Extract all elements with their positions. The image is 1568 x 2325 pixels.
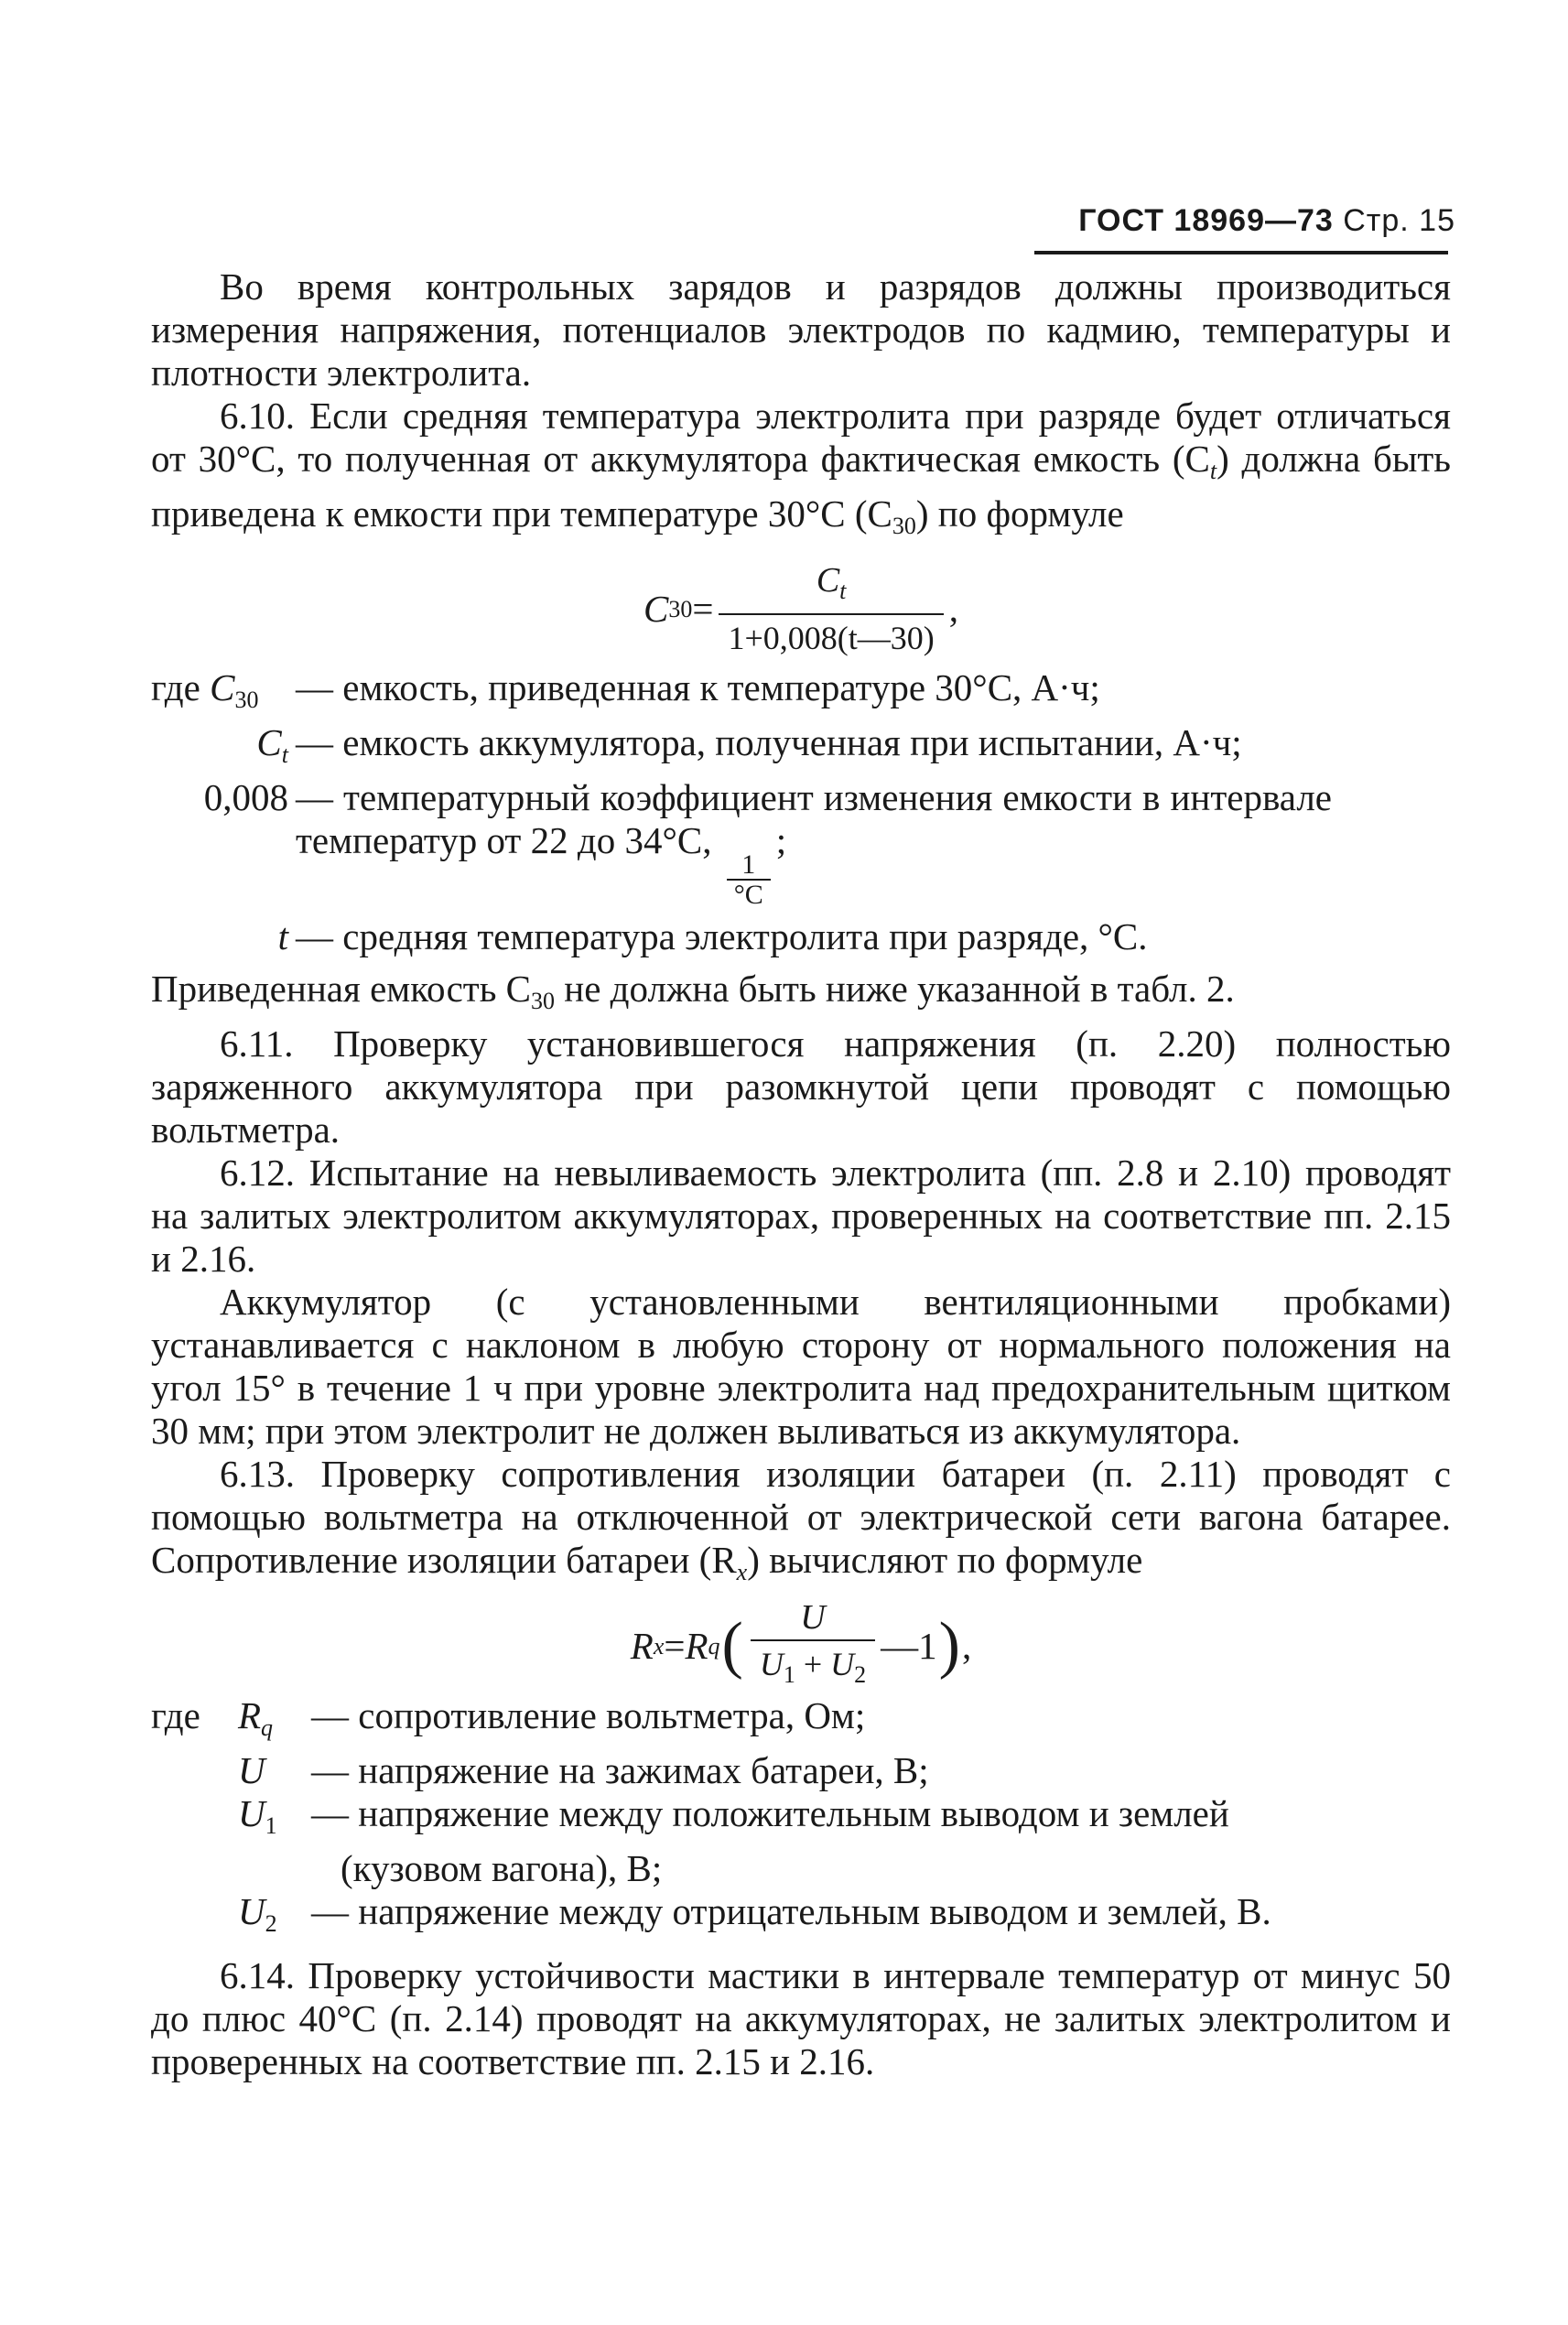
formula-insulation-fraction: $\frac{U}{U_1 + U_2}$: [751, 1597, 875, 1694]
document-body: [151, 265, 1451, 2083]
legend-row: U — напряжение на зажимах батареи, В;: [238, 1749, 929, 1791]
legend-row: $C_t$ — емкость аккумулятора, полученная при испытании, А·ч;: [256, 721, 1242, 768]
legend-row-continuation: (кузовом вагона), В;: [341, 1847, 663, 1889]
paragraph-6-10: 6.10. Если средняя температура электролита при разряде будет отличаться от 30°С, то полученная от аккумулятора фактическая емкость $(C_t)$ должна быть приведена к емкости при температуре 30°С $(C_{30})$ по формуле: [151, 395, 1451, 539]
formula-capacity: C 30 = $\frac{C_t}{1+0,008(t—30)}$ ,: [643, 561, 958, 656]
paragraph-6-11: 6.11. Проверку установившегося напряжения (п. 2.20) полностью заряженного аккумулятора при разомкнутой цепи проводят с помощью вольтметра.: [151, 1022, 1451, 1151]
legend-insulation: [151, 1694, 1451, 1945]
paragraph-6-14: 6.14. Проверку устойчивости мастики в интервале температур от минус 50 до плюс 40°С (п. 2.14) проводят на аккумуляторах, не залитых электролитом и проверенных на соответствие пп. 2.15 и 2.16.: [151, 1954, 1451, 2082]
page-header: [1016, 203, 1455, 239]
legend-row: 0,008 — температурный коэффициент изменения емкости в интервале температур от 22 до 34°С, $\frac{1}{^\circ С}$ ;: [203, 776, 1332, 910]
paragraph-tilt-test: Аккумулятор (с установленными вентиляционными пробками) устанавливается с наклоном в любую сторону от нормального положения на угол 15° в течение 1 ч при уровне электролита над предохранительным щитком 30 мм; при этом электролит не должен выливаться из аккумулятора.: [151, 1281, 1451, 1452]
unit-fraction: $\frac{1}{^\circ С}$: [727, 851, 771, 910]
legend-row: t — средняя температура электролита при разряде, °С.: [277, 915, 1148, 957]
legend-row: где $R_q$ — сопротивление вольтметра, Ом;: [151, 1694, 866, 1741]
legend-row: $U_1$ — напряжение между положительным выводом и землей: [238, 1792, 1229, 1839]
legend-capacity: [151, 666, 1451, 958]
legend-row: где $C_{30}$ — емкость, приведенная к температуре 30°С, А·ч;: [151, 666, 1100, 713]
formula-capacity-fraction: $\frac{C_t}{1+0,008(t—30)}$: [719, 560, 943, 657]
header-rule: [1034, 251, 1448, 254]
paragraph-6-12: 6.12. Испытание на невыливаемость электролита (пп. 2.8 и 2.10) проводят на залитых электролитом аккумуляторах, проверенных на соответствие пп. 2.15 и 2.16.: [151, 1152, 1451, 1280]
page-number: Стр. 15: [1343, 203, 1455, 238]
formula-insulation: R x = R q ( $\frac{U}{U_1 + U_2}$ —1 ) ,: [151, 1597, 1451, 1694]
standard-number: ГОСТ 18969—73: [1078, 203, 1334, 238]
legend-row: $U_2$ — напряжение между отрицательным выводом и землей, В.: [238, 1890, 1271, 1937]
paragraph-6-13: 6.13. Проверку сопротивления изоляции батареи (п. 2.11) проводят с помощью вольтметра на отключенной от электрической сети вагона батарее. Сопротивление изоляции батареи $(R_x)$ вычисляют по формуле: [151, 1453, 1451, 1585]
paragraph-reduced-capacity: Приведенная емкость $C_{30}$ не должна быть ниже указанной в табл. 2.: [151, 968, 1235, 1014]
paragraph-measurements: Во время контрольных зарядов и разрядов должны производиться измерения напряжения, потенциалов электродов по кадмию, температуры и плотности электролита.: [151, 265, 1451, 394]
